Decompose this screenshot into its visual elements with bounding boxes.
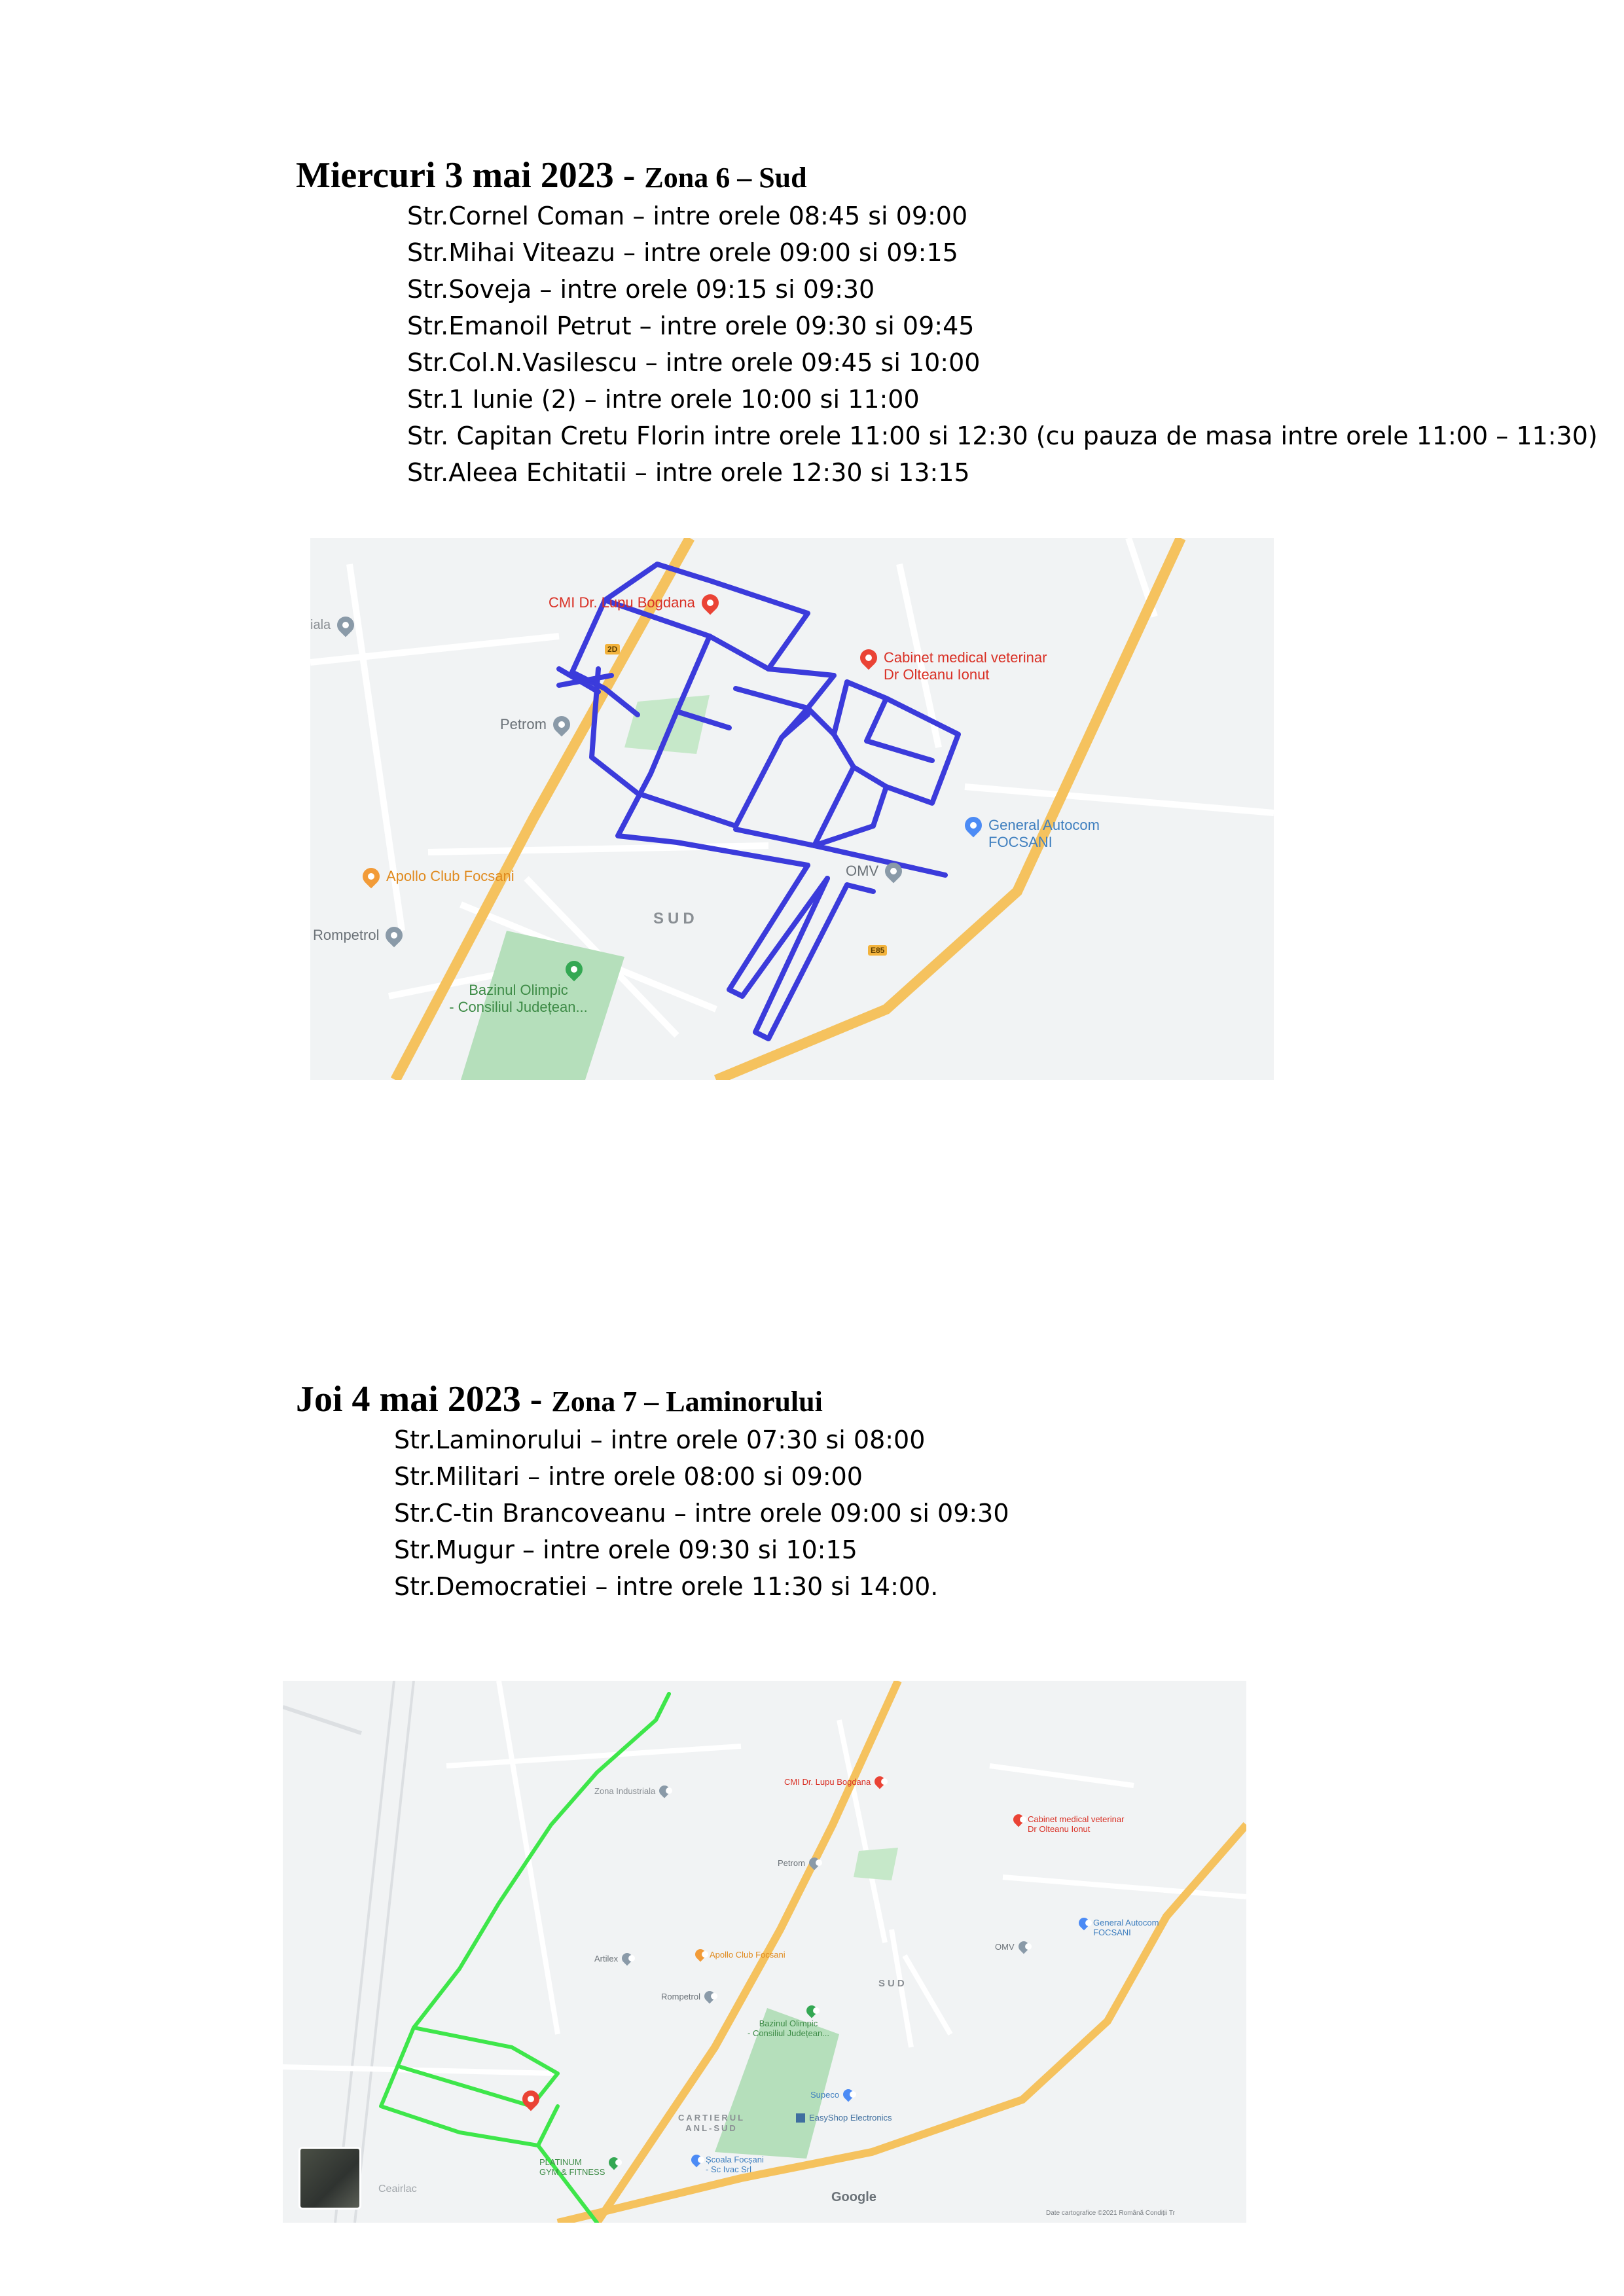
poi-bazin bbox=[448, 961, 589, 1016]
poi-label: PLATINUM bbox=[539, 2157, 582, 2167]
road-shield: E85 bbox=[868, 945, 887, 956]
location-pin-icon bbox=[334, 613, 358, 637]
poi-label: General Autocom bbox=[988, 817, 1100, 833]
poi-label: Supeco bbox=[810, 2089, 840, 2100]
location-pin-icon bbox=[841, 2087, 856, 2102]
poi-omv bbox=[995, 1941, 1033, 1952]
road-shield: 2D bbox=[605, 644, 620, 655]
poi-label: Bazinul Olimpic bbox=[759, 2018, 818, 2028]
satellite-toggle[interactable] bbox=[298, 2147, 361, 2210]
poi-rompetrol bbox=[661, 1991, 719, 2001]
poi-platinum bbox=[539, 2157, 623, 2177]
poi-zona-industriala bbox=[594, 1785, 674, 1796]
list-item: Str.Democratiei – intre orele 11:30 si 14:00. bbox=[394, 1572, 939, 1601]
poi-label: - Sc Ivac Srl bbox=[706, 2164, 752, 2174]
location-pin-icon bbox=[1011, 1812, 1026, 1827]
day-title: Joi 4 mai 2023 - bbox=[296, 1379, 552, 1420]
poi-petrom bbox=[778, 1857, 823, 1868]
route-map-zona-6 bbox=[310, 538, 1274, 1080]
poi-label: FOCSANI bbox=[1093, 1928, 1131, 1937]
poi-general-autocom bbox=[1075, 1918, 1159, 1937]
poi-label: Cabinet medical veterinar bbox=[884, 649, 1047, 666]
location-pin-icon bbox=[698, 591, 722, 615]
poi-apollo bbox=[691, 1949, 785, 1960]
poi-label: CMI Dr. Lupu Bogdana bbox=[784, 1776, 871, 1787]
list-item: Str.Mugur – intre orele 09:30 si 10:15 bbox=[394, 1535, 857, 1564]
list-item: Str.Militari – intre orele 08:00 si 09:00 bbox=[394, 1462, 863, 1491]
poi-supeco bbox=[810, 2089, 857, 2100]
poi-label: EasyShop Electronics bbox=[809, 2113, 892, 2123]
list-item: Str.Laminorului – intre orele 07:30 si 08:00 bbox=[394, 1426, 926, 1454]
poi-label: Apollo Club Focsani bbox=[710, 1949, 785, 1960]
poi-label: iala bbox=[310, 617, 331, 632]
poi-label: Cabinet medical veterinar bbox=[1028, 1814, 1125, 1824]
location-pin-icon bbox=[804, 2003, 819, 2018]
zone-title: Zona 7 – Laminorului bbox=[551, 1386, 823, 1418]
location-pin-icon bbox=[657, 1784, 672, 1799]
zone-title: Zona 6 – Sud bbox=[644, 162, 807, 194]
location-pin-icon bbox=[873, 1774, 888, 1789]
poi-label: OMV bbox=[846, 863, 879, 879]
poi-label: - Consiliul Județean... bbox=[748, 2028, 830, 2038]
poi-label: Artilex bbox=[594, 1953, 619, 1964]
location-pin-icon bbox=[1077, 1916, 1092, 1931]
area-label: SUD bbox=[653, 910, 698, 927]
poi-label: Bazinul Olimpic bbox=[469, 982, 568, 998]
location-pin-icon bbox=[857, 646, 881, 670]
area-label-line: CARTIERUL bbox=[678, 2113, 746, 2123]
list-item: Str.Cornel Coman – intre orele 08:45 si 09:00 bbox=[407, 202, 968, 230]
street-list bbox=[407, 198, 1598, 491]
poi-label: OMV bbox=[995, 1941, 1015, 1952]
area-label: Ceairlac bbox=[378, 2183, 417, 2195]
poi-label: Rompetrol bbox=[313, 927, 380, 943]
poi-label: Dr Olteanu Ionut bbox=[1028, 1824, 1091, 1834]
location-pin-icon bbox=[562, 958, 586, 982]
location-pin-icon bbox=[807, 1856, 822, 1871]
poi-label: GYM & FITNESS bbox=[539, 2167, 605, 2177]
section-heading bbox=[296, 1378, 823, 1420]
route-map-zona-7 bbox=[283, 1681, 1246, 2223]
map-label bbox=[310, 617, 361, 634]
location-pin-icon bbox=[382, 924, 406, 948]
poi-artilex bbox=[594, 1953, 636, 1964]
list-item: Str.Soveja – intre orele 09:15 si 09:30 bbox=[407, 275, 875, 304]
poi-label: Petrom bbox=[778, 1857, 805, 1868]
poi-bazin bbox=[748, 2005, 829, 2038]
location-pin-icon bbox=[620, 1951, 635, 1966]
location-pin-icon bbox=[693, 1947, 708, 1962]
list-item: Str.1 Iunie (2) – intre orele 10:00 si 11:00 bbox=[407, 385, 920, 414]
location-pin-icon bbox=[962, 814, 986, 838]
location-pin-icon bbox=[607, 2155, 622, 2170]
poi-label: General Autocom bbox=[1093, 1918, 1159, 1928]
list-item: Str.Emanoil Petrut – intre orele 09:30 si 09:45 bbox=[407, 312, 975, 340]
poi-easyshop bbox=[796, 2113, 892, 2123]
street-list bbox=[394, 1422, 1009, 1605]
poi-label: Apollo Club Focsani bbox=[386, 868, 514, 884]
day-title: Miercuri 3 mai 2023 - bbox=[296, 155, 645, 196]
poi-label: Zona Industriala bbox=[594, 1785, 656, 1796]
location-pin-icon bbox=[550, 713, 574, 737]
poi-label: FOCSANI bbox=[988, 834, 1053, 850]
poi-label: CMI Dr. Lupu Bogdana bbox=[549, 594, 695, 611]
location-pin-icon bbox=[689, 2153, 704, 2168]
location-pin-icon bbox=[359, 865, 384, 889]
list-item: Str.C-tin Brancoveanu – intre orele 09:00 si 09:30 bbox=[394, 1499, 1009, 1528]
poi-general-autocom bbox=[958, 817, 1100, 851]
section-heading bbox=[296, 154, 807, 196]
location-pin-icon bbox=[882, 859, 906, 884]
poi-label: Rompetrol bbox=[661, 1991, 700, 2001]
map-attribution: Date cartografice ©2021 Română Condiții Tr bbox=[1046, 2210, 1175, 2217]
poi-scoala bbox=[687, 2155, 764, 2174]
poi-apollo bbox=[356, 868, 514, 885]
google-logo: Google bbox=[831, 2190, 876, 2204]
list-item: Str.Aleea Echitatii – intre orele 12:30 si 13:15 bbox=[407, 458, 970, 487]
location-pin-icon bbox=[1016, 1939, 1031, 1954]
poi-label: Petrom bbox=[500, 716, 547, 732]
shop-icon bbox=[796, 2113, 805, 2123]
poi-label: Școala Focșani bbox=[706, 2155, 764, 2164]
list-item: Str.Col.N.Vasilescu – intre orele 09:45 si 10:00 bbox=[407, 348, 981, 377]
list-item: Str. Capitan Cretu Florin intre orele 11:00 si 12:30 (cu pauza de masa intre orele 11:00 – 11:30) bbox=[407, 422, 1598, 450]
poi-vet bbox=[1009, 1814, 1124, 1834]
area-label-line: ANL-SUD bbox=[685, 2123, 738, 2133]
poi-rompetrol bbox=[313, 927, 409, 944]
poi-petrom bbox=[500, 716, 577, 733]
list-item: Str.Mihai Viteazu – intre orele 09:00 si 09:15 bbox=[407, 238, 958, 267]
area-label bbox=[678, 2113, 745, 2134]
poi-vet bbox=[854, 649, 1047, 683]
location-pin-icon bbox=[702, 1989, 717, 2004]
poi-omv bbox=[846, 863, 909, 880]
poi-label: - Consiliul Județean... bbox=[449, 999, 588, 1015]
poi-cmi bbox=[549, 594, 725, 611]
poi-cmi bbox=[784, 1776, 889, 1787]
poi-label: Dr Olteanu Ionut bbox=[884, 666, 990, 683]
area-label: SUD bbox=[878, 1978, 907, 1989]
